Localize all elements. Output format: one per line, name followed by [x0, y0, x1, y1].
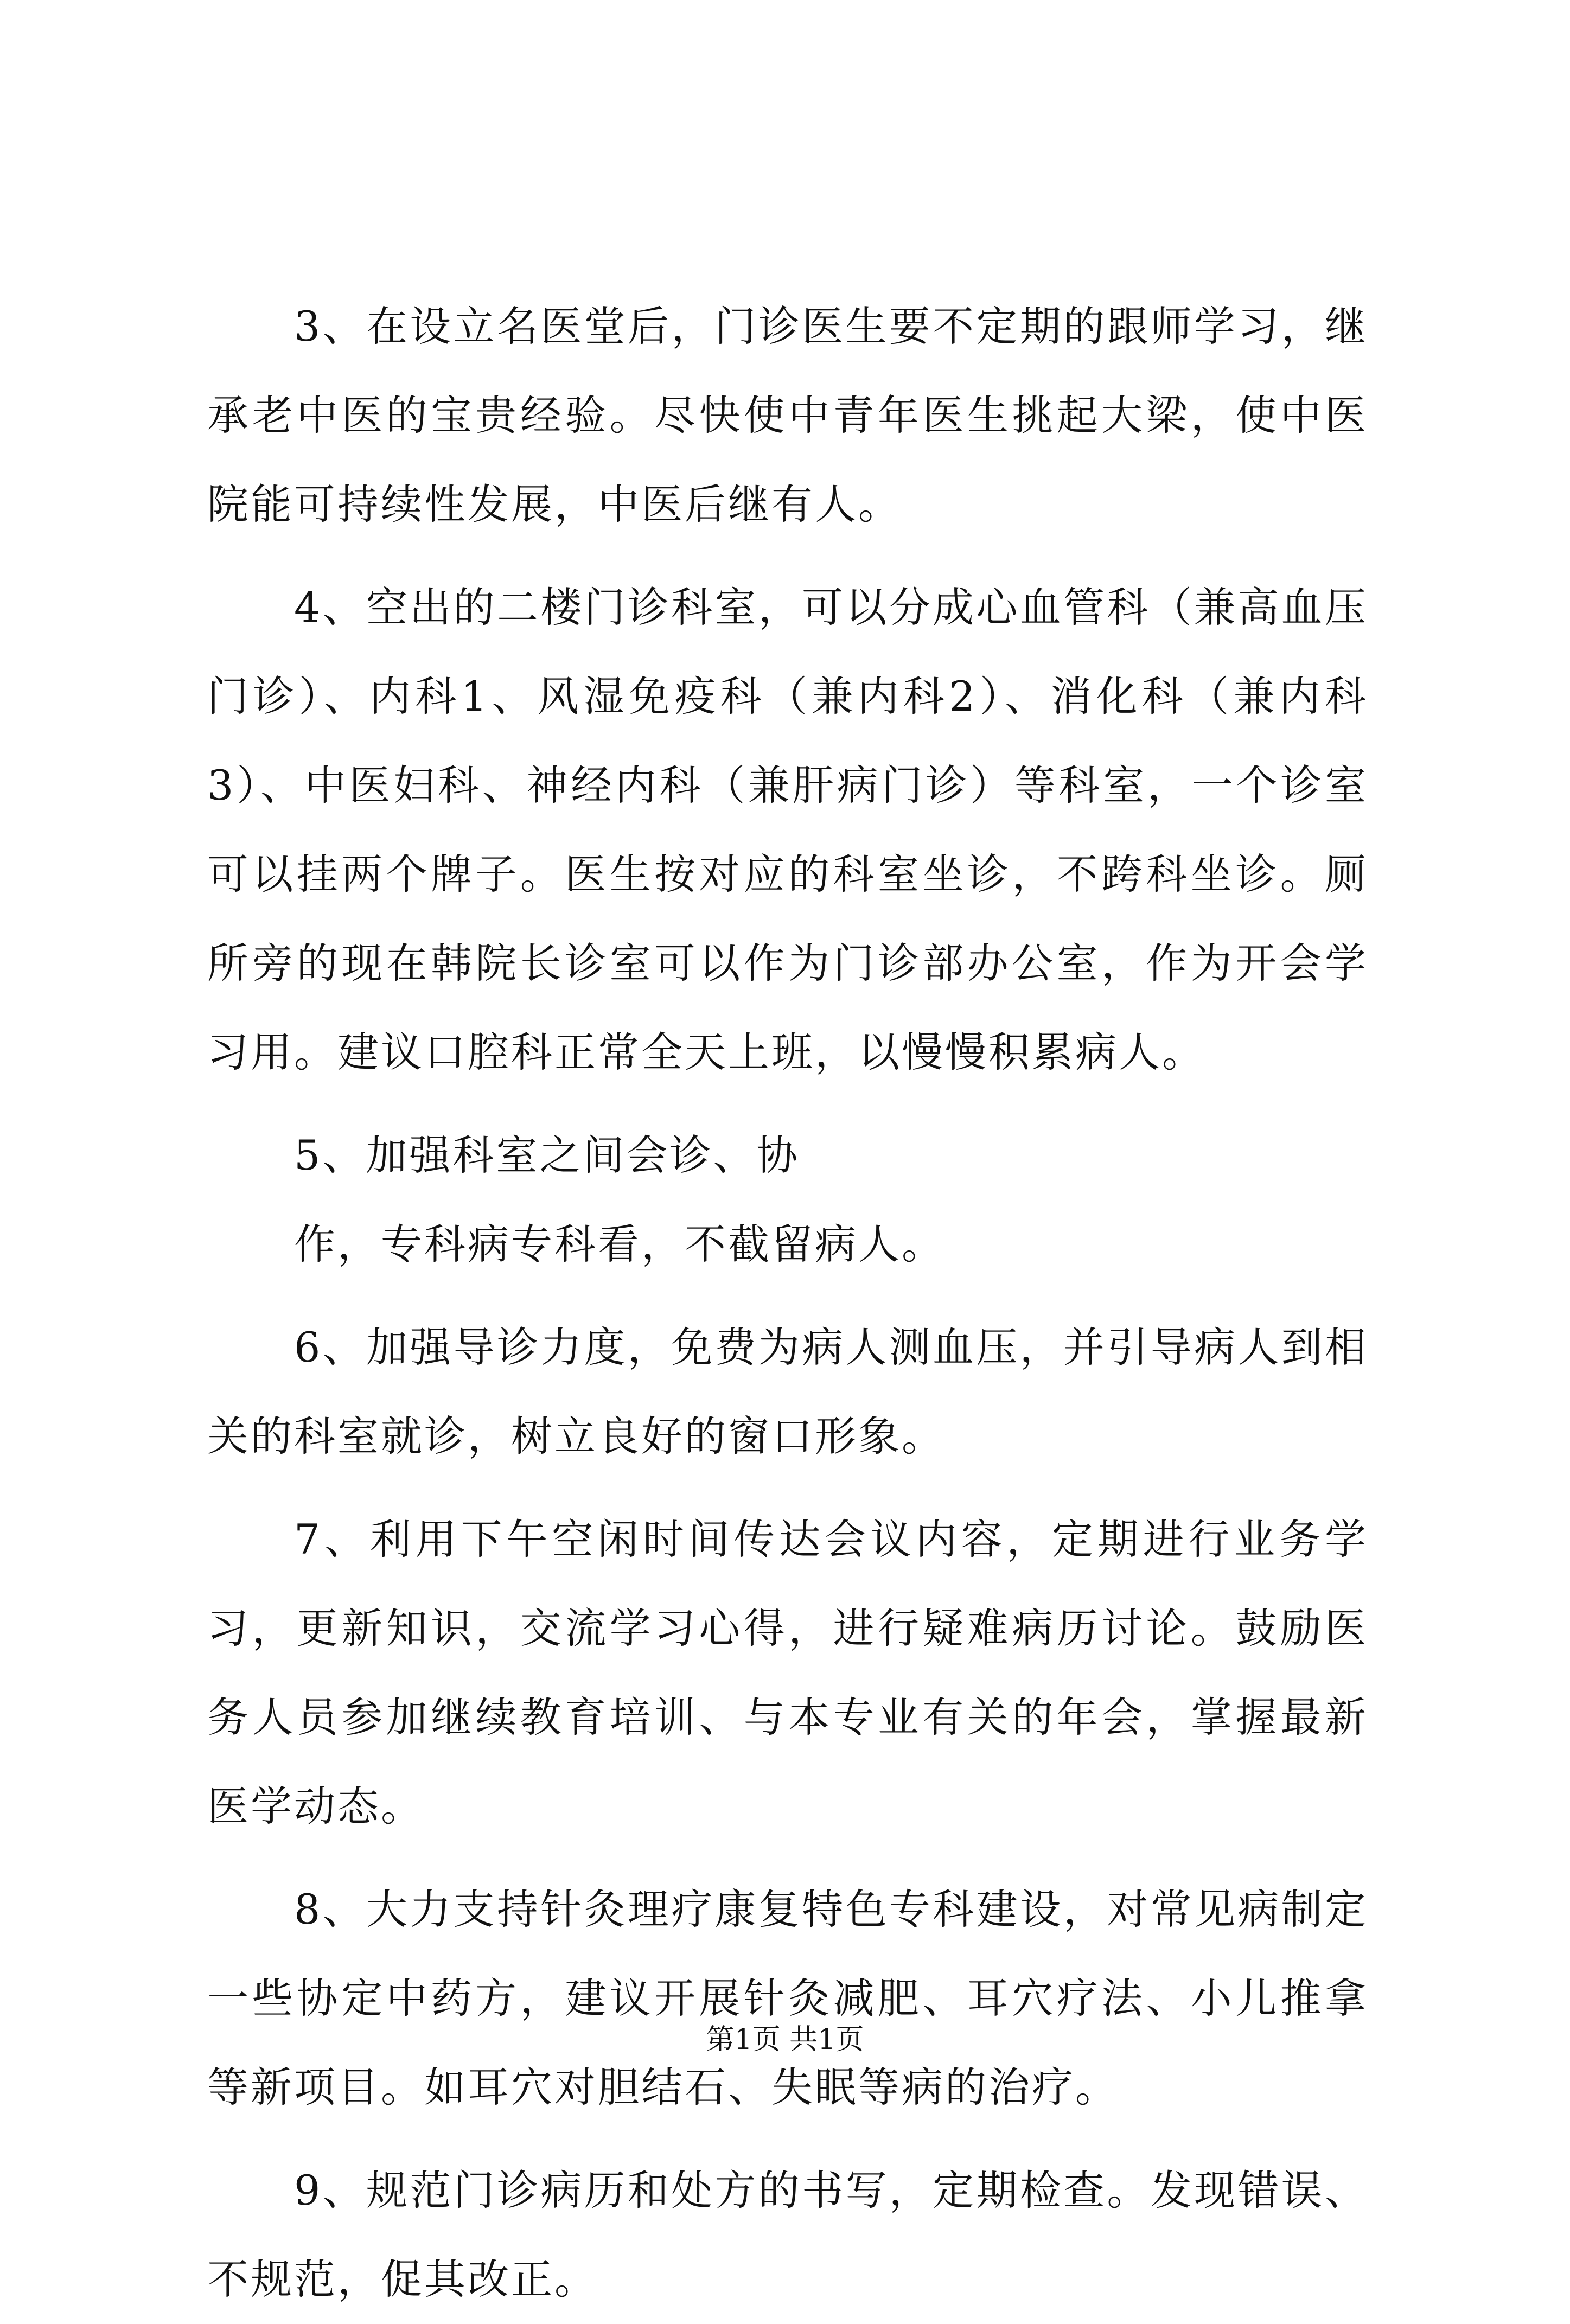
paragraph-item-4: 4、空出的二楼门诊科室，可以分成心血管科（兼高血压门诊）、内科1、风湿免疫科（兼内科2）、消化科（兼内科3）、中医妇科、神经内科（兼肝病门诊）等科室，一个诊室可以挂两个牌子。医生按对应的科室坐诊，不跨科坐诊。厕所旁的现在韩院长诊室可以作为门诊部办公室，作为开会学习用。建议口腔科正常全天上班，以慢慢积累病人。: [207, 583, 1368, 1076]
paragraph-item-9: 9、规范门诊病历和处方的书写，定期检查。发现错误、不规范，促其改正。: [207, 2166, 1368, 2303]
page-number-label: 第1页 共1页: [706, 2023, 864, 2056]
paragraph-item-5-part-2: 作，专科病专科看，不截留病人。: [294, 1220, 945, 1268]
paragraph-item-8: 8、大力支持针灸理疗康复特色专科建设，对常见病制定一些协定中药方，建议开展针灸减肥、耳穴疗法、小儿推拿等新项目。如耳穴对胆结石、失眠等病的治疗。: [207, 1885, 1368, 2111]
paragraph-item-6: 6、加强导诊力度，免费为病人测血压，并引导病人到相关的科室就诊，树立良好的窗口形象。: [207, 1323, 1368, 1460]
paragraph-item-7: 7、利用下午空闲时间传达会议内容，定期进行业务学习，更新知识，交流学习心得，进行疑难病历讨论。鼓励医务人员参加继续教育培训、与本专业有关的年会，掌握最新医学动态。: [207, 1515, 1368, 1830]
paragraph-item-3: 3、在设立名医堂后，门诊医生要不定期的跟师学习，继承老中医的宝贵经验。尽快使中青年医生挑起大梁，使中医院能可持续性发展，中医后继有人。: [207, 302, 1368, 528]
paragraph-item-5-part-1: 5、加强科室之间会诊、协: [294, 1131, 800, 1179]
page-footer: [0, 2018, 1570, 2061]
